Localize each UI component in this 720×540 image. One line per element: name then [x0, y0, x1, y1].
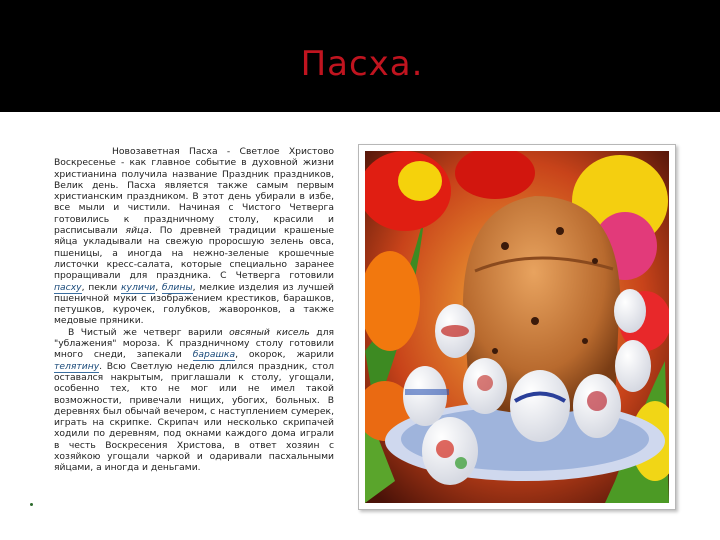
paragraph-2 — [54, 327, 334, 474]
word-kisel: овсяный кисель — [229, 326, 310, 338]
text-run: для "ублажения" мороза. К праздничному столу готовили много снеди, запекали — [54, 326, 335, 361]
text-run: , мелкие изделия из лучшей пшеничной муки с изображением крестиков, барашков, петушков, курочек, голубков, жаворонков, а также медовые пряники. — [54, 281, 334, 327]
link-bliny[interactable]: блины — [161, 281, 193, 293]
text-run: , пекли — [81, 281, 121, 293]
easter-kulich-photo — [365, 151, 669, 503]
text-run: . По древней традиции крашеные яйца укладывали на свежую проросшую зелень овса, пшеницы, а иногда на нежно-зеленые крошечные листочки кресс-салата, которые специально заранее проращивали для праздника. С Четверга готовили — [54, 225, 334, 282]
text-run: , — [155, 281, 162, 293]
link-telyatina[interactable]: телятину — [54, 360, 100, 372]
paragraph-1 — [54, 146, 334, 327]
slide-title: Пасха. — [300, 44, 424, 84]
body-text — [54, 146, 334, 474]
text-run: В Чистый же четверг варили — [68, 326, 230, 338]
bullet-dot — [30, 503, 33, 506]
word-eggs: яйца — [125, 225, 149, 237]
text-run: , окорок, жарили — [235, 349, 334, 361]
link-barashek[interactable]: барашка — [192, 349, 236, 361]
link-kulich[interactable]: куличи — [121, 281, 156, 293]
easter-photo-frame — [358, 144, 676, 510]
text-run: . Всю Светлую неделю длился праздник, стол оставался накрытым, приглашали к столу, угощали, особенно тех, кто не мог или не имел такой возможности, привечали нищих, убогих, больных. В деревнях был обычай вечером, с наступлением сумерек, играть на скрипке. Скрипач или несколько скрипачей ходили по деревням, под окнами каждого дома играли в честь Воскресения Христова, в ответ хозяин с хозяйкою угощали чаркой и одаривали пасхальными яйцами, а иногда и деньгами. — [54, 360, 334, 474]
link-pasha[interactable]: пасху — [54, 281, 82, 293]
text-run: Новозаветная Пасха - Светлое Христово Воскресенье - как главное событие в духовной жизни христианина получила название Праздник праздников, Велик день. Пасха является также самым первым христианским праздником. В этот день убирали в избе, все мыли и чистили. Начиная с Чистого Четверга готовились к праздничному столу, красили и расписывали — [54, 146, 334, 237]
